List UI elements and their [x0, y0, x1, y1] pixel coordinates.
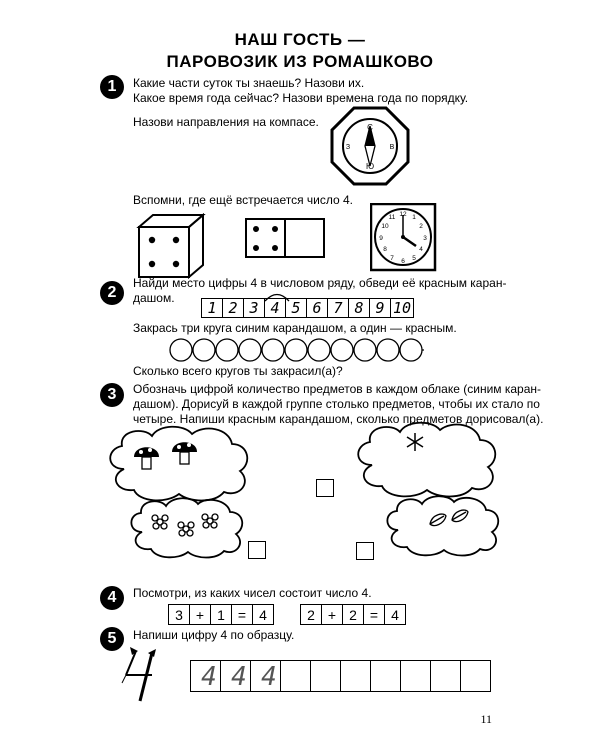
number-line-cell[interactable]: 9 [370, 299, 391, 317]
number-line-cell[interactable]: 2 [223, 299, 244, 317]
bead-circle[interactable] [308, 339, 330, 361]
clock-num-11: 11 [388, 214, 396, 221]
number-line-cell[interactable]: 4 [265, 299, 286, 317]
digit-four-stroke-guide [118, 645, 166, 703]
task3-line2: дашом). Дорисуй в каждой группе столько предметов, чтобы их стало по [133, 397, 540, 411]
eq-cell: 3 [169, 605, 190, 624]
clock-num-8: 8 [383, 246, 387, 253]
task2-line1: Найди место цифры 4 в числовом ряду, обведи её красным каран- [133, 276, 507, 290]
task-number-1: 1 [100, 75, 124, 99]
clock-num-5: 5 [412, 255, 416, 262]
task2-line2: дашом. [133, 291, 175, 305]
clock-num-1: 1 [412, 214, 416, 221]
compass-east-label: В [389, 144, 395, 151]
writing-cell[interactable] [461, 661, 490, 691]
bead-circle[interactable] [216, 339, 238, 361]
bead-circle[interactable] [170, 339, 192, 361]
mushroom-icon [134, 447, 159, 469]
answer-box[interactable] [356, 542, 374, 560]
task4-text: Посмотри, из каких чисел состоит число 4. [133, 586, 372, 600]
dice-icon [133, 213, 213, 283]
bead-circle[interactable] [239, 339, 261, 361]
number-line-cell[interactable]: 8 [349, 299, 370, 317]
eq-cell: + [322, 605, 343, 624]
number-line-cell[interactable]: 6 [307, 299, 328, 317]
clock-num-9: 9 [379, 235, 383, 242]
clock-num-4: 4 [419, 246, 423, 253]
number-line-cell[interactable]: 5 [286, 299, 307, 317]
page-number: 11 [480, 712, 492, 726]
bead-circle[interactable] [354, 339, 376, 361]
mushroom-icon [172, 442, 197, 464]
clock-num-2: 2 [419, 223, 423, 230]
clock-num-3: 3 [423, 235, 427, 242]
sample-digit: 4 [201, 662, 217, 692]
compass-south-label: Ю [365, 162, 375, 171]
bead-circle[interactable] [400, 339, 422, 361]
domino-icon [245, 218, 327, 260]
circles-prompt: Закрась три круга синим карандашом, а один — красным. [133, 321, 457, 335]
task1-line2: Какое время года сейчас? Назови времена года по порядку. [133, 91, 469, 105]
clock-num-12: 12 [399, 211, 407, 218]
bead-circle[interactable] [331, 339, 353, 361]
task-number-5: 5 [100, 627, 124, 651]
cloud-leaves [382, 494, 506, 560]
bead-circle[interactable] [262, 339, 284, 361]
number-line-cell[interactable]: 10 [392, 299, 412, 317]
task1-line1: Какие части суток ты знаешь? Назови их. [133, 76, 365, 90]
clock-num-6: 6 [401, 258, 405, 265]
number-line-arc [262, 290, 292, 302]
remember-prompt: Вспомни, где ещё встречается число 4. [133, 193, 354, 207]
number-line-cell[interactable]: 3 [244, 299, 265, 317]
eq-cell: = [232, 605, 253, 624]
circles-row [168, 336, 426, 364]
writing-cell[interactable] [371, 661, 401, 691]
clock-num-10: 10 [381, 223, 389, 230]
writing-cell[interactable] [311, 661, 341, 691]
snowflake-icon [407, 433, 423, 451]
cloud-mushrooms [104, 424, 254, 502]
writing-cell[interactable] [281, 661, 311, 691]
sample-digits [194, 662, 284, 692]
task-number-3: 3 [100, 383, 124, 407]
number-line-cell[interactable]: 1 [202, 299, 223, 317]
clock-num-7: 7 [390, 255, 394, 262]
cloud-snowflake [352, 420, 502, 500]
page-title-line1: НАШ ГОСТЬ — [234, 30, 366, 49]
eq-cell: 4 [391, 606, 399, 623]
compass-icon [330, 106, 410, 186]
answer-box[interactable] [316, 479, 334, 497]
leaf-icon [430, 510, 468, 526]
eq-cell: 2 [343, 605, 364, 624]
number-line-cell[interactable]: 7 [328, 299, 349, 317]
eq-cell: 2 [301, 605, 322, 624]
eq-cell: 4 [259, 606, 267, 623]
task3-line3: четыре. Напиши красным карандашом, сколько предметов дорисовал(а). [133, 412, 544, 426]
writing-cell[interactable] [431, 661, 461, 691]
compass-prompt: Назови направления на компасе. [133, 115, 319, 129]
equation-2-plus-2 [300, 604, 406, 625]
sample-digit: 4 [261, 662, 277, 692]
sample-digit: 4 [231, 662, 247, 692]
equation-3-plus-1 [168, 604, 274, 625]
circles-question: Сколько всего кругов ты закрасил(а)? [133, 364, 343, 378]
number-line [201, 298, 414, 318]
bead-circle[interactable] [377, 339, 399, 361]
task-number-4: 4 [100, 586, 124, 610]
eq-cell: 1 [211, 605, 232, 624]
task3-line1: Обозначь цифрой количество предметов в каждом облаке (синим каран- [133, 382, 542, 396]
answer-box[interactable] [248, 541, 266, 559]
cloud-flowers [126, 496, 250, 560]
flower-icon [152, 514, 218, 536]
writing-cell[interactable] [341, 661, 371, 691]
compass-north-label: С [367, 123, 373, 132]
eq-cell: + [190, 605, 211, 624]
bead-circle[interactable] [193, 339, 215, 361]
task-number-2: 2 [100, 281, 124, 305]
writing-cell[interactable] [401, 661, 431, 691]
eq-cell: = [364, 605, 385, 624]
task5-text: Напиши цифру 4 по образцу. [133, 628, 295, 642]
clock-icon [370, 203, 438, 273]
bead-circle[interactable] [285, 339, 307, 361]
page-title-line2: ПАРОВОЗИК ИЗ РОМАШКОВО [166, 52, 434, 71]
compass-west-label: З [345, 144, 351, 151]
